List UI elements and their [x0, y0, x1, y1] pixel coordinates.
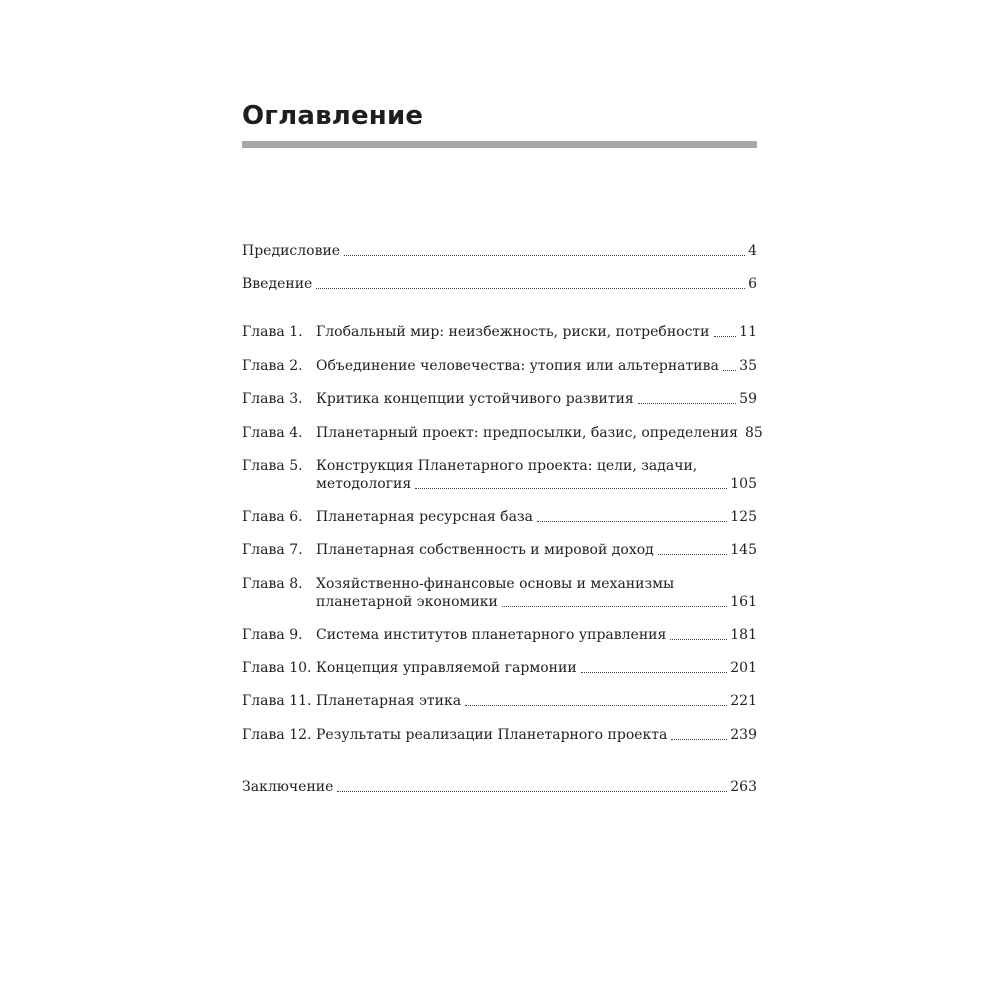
toc-entry-title-row: [316, 593, 757, 611]
toc-entry-title-row: [316, 323, 757, 341]
toc-entry-title-row: [242, 242, 757, 260]
toc-entry[interactable]: [242, 242, 757, 260]
toc-entry-title-row: [316, 659, 757, 677]
toc-entry-title: Планетарная ресурсная база: [316, 509, 533, 525]
toc-entry-title-row: [316, 541, 757, 559]
toc-entry[interactable]: [242, 726, 757, 744]
toc-entry[interactable]: [242, 575, 757, 611]
toc-entry-title: Планетарная собственность и мировой доход: [316, 542, 654, 558]
toc-entry-title-row: [242, 778, 757, 796]
toc-entry-body: [316, 323, 757, 341]
dot-leader: [670, 638, 727, 640]
toc-entry-page-number: 201: [730, 660, 757, 676]
toc-entry-title-row: [316, 424, 763, 442]
toc-entry-title-line: Хозяйственно-финансовые основы и механизмы: [316, 576, 675, 592]
toc-entry-number: Глава 8.: [242, 576, 303, 592]
toc-entry-body: [242, 275, 757, 293]
toc-entry[interactable]: [242, 692, 757, 710]
toc-entry-page-number: 35: [739, 358, 757, 374]
dot-leader: [658, 553, 728, 555]
toc-entry-title-line: Конструкция Планетарного проекта: цели, задачи,: [316, 458, 698, 474]
dot-leader: [714, 335, 737, 337]
dot-leader: [465, 704, 727, 706]
toc-entry-page-number: 125: [730, 509, 757, 525]
toc-entry-title: Предисловие: [242, 243, 341, 259]
toc-entry-body: [242, 242, 757, 260]
toc-entry-title: Критика концепции устойчивого развития: [316, 391, 634, 407]
toc-entry-page-number: 161: [730, 594, 757, 610]
toc-entry-title-row: [316, 475, 757, 493]
toc-entry-title-row: [316, 692, 757, 710]
toc-entry-page-number: 239: [730, 727, 757, 743]
dot-leader: [723, 369, 736, 371]
toc-entry-title-row: [242, 275, 757, 293]
toc-entry[interactable]: [242, 323, 757, 341]
toc-entry-number: Глава 2.: [242, 358, 303, 374]
toc-entry-number: Глава 9.: [242, 627, 303, 643]
toc-entry-page-number: 221: [730, 693, 757, 709]
toc-entry-number: Глава 10.: [242, 660, 312, 676]
toc-entry-page-number: 6: [748, 276, 757, 292]
dot-leader: [502, 605, 727, 607]
toc-entry-body: [316, 424, 763, 442]
toc-entry-title-row: [316, 357, 757, 375]
toc-entry-number: Глава 12.: [242, 727, 312, 743]
toc-entry[interactable]: [242, 275, 757, 293]
toc-entry-title: Заключение: [242, 779, 334, 795]
toc-entry-body: [316, 508, 757, 526]
toc-entry-number: Глава 6.: [242, 509, 303, 525]
toc-entry-number: Глава 3.: [242, 391, 303, 407]
toc-entry-number: Глава 1.: [242, 324, 303, 340]
toc-entry-body: [316, 692, 757, 710]
toc-entry-page-number: 145: [730, 542, 757, 558]
toc-entry-page-number: 105: [730, 476, 757, 492]
dot-leader: [671, 738, 727, 740]
toc-entry-body: [316, 357, 757, 375]
dot-leader: [316, 287, 745, 289]
toc-entry-number: Глава 7.: [242, 542, 303, 558]
toc-entry-title: Планетарный проект: предпосылки, базис, определения: [316, 425, 738, 441]
toc-entry-title: Глобальный мир: неизбежность, риски, потребности: [316, 324, 710, 340]
toc-entry-body: [316, 575, 757, 611]
toc-entry-title: Планетарная этика: [316, 693, 462, 709]
toc-entry-title: Введение: [242, 276, 313, 292]
toc-entry-title: методология: [316, 476, 412, 492]
toc-entry-title-row: [316, 726, 757, 744]
dot-leader: [337, 790, 727, 792]
toc-entry[interactable]: [242, 659, 757, 677]
toc-entry[interactable]: [242, 626, 757, 644]
toc-entry-page-number: 11: [739, 324, 757, 340]
toc-entry[interactable]: [242, 508, 757, 526]
toc-entry-title-row: [316, 626, 757, 644]
toc-entry-body: [316, 390, 757, 408]
toc-entry-page-number: 4: [748, 243, 757, 259]
toc-entry-title: Объединение человечества: утопия или альтернатива: [316, 358, 719, 374]
toc-entry[interactable]: [242, 457, 757, 493]
toc-entry-page-number: 181: [730, 627, 757, 643]
toc-entry-body: [316, 626, 757, 644]
dot-leader: [344, 254, 745, 256]
toc-entry[interactable]: [242, 390, 757, 408]
toc-entry-body: [316, 659, 757, 677]
dot-leader: [581, 671, 728, 673]
toc-entry[interactable]: [242, 357, 757, 375]
toc-entry[interactable]: [242, 541, 757, 559]
toc-entry-title: планетарной экономики: [316, 594, 498, 610]
dot-leader: [537, 520, 727, 522]
toc-entry-page-number: 59: [739, 391, 757, 407]
toc-entry-number: Глава 5.: [242, 458, 303, 474]
toc-entry-title: Система институтов планетарного управления: [316, 627, 667, 643]
toc-entry-page-number: 85: [744, 425, 763, 441]
toc-entry-title-row: [316, 508, 757, 526]
page-title: Оглавление: [242, 101, 424, 131]
dot-leader: [638, 402, 736, 404]
toc-entry-title-row: [316, 390, 757, 408]
toc-entry-page-number: 263: [730, 779, 757, 795]
toc-entry[interactable]: [242, 778, 757, 796]
toc-entry-body: [316, 457, 757, 493]
toc-entry-body: [316, 541, 757, 559]
toc-entry-title: Результаты реализации Планетарного проекта: [316, 727, 668, 743]
toc-entry-number: Глава 4.: [242, 425, 303, 441]
toc-entry-title: Концепция управляемой гармонии: [316, 660, 577, 676]
toc-entry[interactable]: [242, 424, 763, 442]
heading-rule: [242, 141, 757, 148]
toc-entry-number: Глава 11.: [242, 693, 312, 709]
dot-leader: [415, 487, 727, 489]
toc-entry-body: [316, 726, 757, 744]
toc-entry-body: [242, 778, 757, 796]
